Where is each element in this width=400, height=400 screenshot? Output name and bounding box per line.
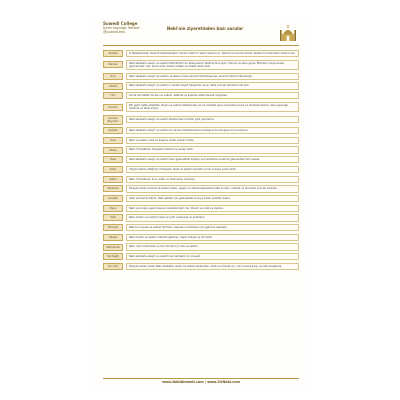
content-row <box>103 263 299 270</box>
content-row <box>103 92 299 99</box>
content-row <box>103 146 299 153</box>
content-row <box>103 205 299 212</box>
row-text: Nebi anlatıcı ve sellem ölçek ve iyilik nedeniyle ve anlamları. <box>126 214 299 221</box>
row-label: Sıdk <box>103 214 123 221</box>
content-row <box>103 214 299 221</box>
row-label: Son Söz <box>103 263 123 270</box>
college-line-2: İçerik kaynağı: Rehber <box>103 26 140 30</box>
row-label: Abdest <box>103 50 123 57</box>
content-row <box>103 166 299 173</box>
row-label: Tevekkül <box>103 185 123 192</box>
header-divider <box>103 45 299 46</box>
page-title: Nebi'nin ziyaretinden bazı sorular <box>166 26 244 31</box>
row-text: Allah ümmet kurtarılır, Nebi şefaati için gelecekteki konuya kadar yanıtları kabul. <box>126 195 299 202</box>
row-label: Kardeşlik <box>103 253 123 260</box>
content-row <box>103 60 299 71</box>
row-text: O Mesalamerak, Suwedi'l-Mebisamata'l, Ranlar, Kabir'in Yeşim Ganjun'un. Kainat ve kurumumtarla, Ataklar bir talimizleri sözünü ilan. <box>126 50 299 57</box>
content-row <box>103 176 299 183</box>
content-row <box>103 224 299 231</box>
row-text: Biri geçti hatta sallallahu aleyhi ve sellem tafsildenden sonra mutlaka gene sonlardan sonra ve ümmete kasıtını nasıl yapacağı ilerleme ve takip ediyor. <box>126 102 299 113</box>
row-label: Emanet <box>103 224 123 231</box>
row-label: Namaz <box>103 61 123 68</box>
footer-divider <box>103 378 299 379</box>
row-text: Nebi sallallahu aleyhi ve sellem Medine'den hicretin yıllık yararlarını. <box>126 116 299 123</box>
row-text: Nebi, Ümmetlere, kuru, kabir ve hükmünün okuması. <box>126 176 299 183</box>
row-text: Nebi yolculuğu yaşanmasına insanlarla ilgili, her dönem ve iyilik ve kişilere. <box>126 205 299 212</box>
content-row <box>103 253 299 260</box>
footer <box>103 378 299 384</box>
row-label: Kurban Bayramı <box>103 115 123 125</box>
row-label: Kanaat <box>103 195 123 202</box>
content-rows <box>103 50 299 272</box>
row-text: Rivayet edilen ümmet ve sellem hepsi, yaşam ve ahiret kapsamlarındaki sorular, rahmet ve ümmetin sonraki adımları. <box>126 185 299 192</box>
content-row <box>103 50 299 57</box>
row-text: Nebi sallallahu aleyhi ve sellem ve ailenin mevcudiyet hatırlamaya tek yansıma Hüznü hatırlamak. <box>126 73 299 80</box>
row-label: Tevbe <box>103 147 123 154</box>
college-line-3: @suwedi.edu <box>103 30 126 34</box>
row-label: Oruç <box>103 73 123 80</box>
content-row <box>103 115 299 125</box>
row-text: Nebi sallallahu aleyhi ve sellem o cenkte hayat hikayemiz ve en daha sonraki dönemini ele aldı. <box>126 82 299 89</box>
mosque-logo-icon <box>277 22 299 44</box>
row-text: Nebi ölçüde ve sellem, kabirde gelenler, hepsi rivayet ve ümmetin. <box>126 234 299 241</box>
row-text: Nebi sallallahu aleyhi ve sellem her kardeşlik için rivayet. <box>126 253 299 260</box>
row-text: Nebi, hem merhamet ve her ümmet için dua ve sellem. <box>126 243 299 250</box>
content-row <box>103 73 299 80</box>
row-label: Şükür <box>103 176 123 183</box>
row-label: Merhamet <box>103 244 123 251</box>
content-row <box>103 156 299 163</box>
content-row <box>103 137 299 144</box>
content-row <box>103 127 299 134</box>
row-text: Rivayet edilen sözler Nebi sallallahu aleyhi ve sellem tarafından, Allah ve ümmet için, her hususa karşı, sonraki kuşaklara. <box>126 263 299 270</box>
row-label: Hac <box>103 92 123 99</box>
row-label: Zekât <box>103 83 123 90</box>
row-label: Kurban <box>103 104 123 111</box>
college-name: Suwedi College <box>103 21 138 26</box>
row-text: Nebi, Ümmetlerin hissiyatını kabulü ve cevap verdi. <box>126 146 299 153</box>
row-text: Nebi sallallahu aleyhi ve sellem bir zaman halledilmesine birisiyle sonunda gene iki konuşması. <box>126 127 299 134</box>
row-text: Nebi bu hususa ve sellem ümmeti, insanların anlamaları için gelecek nesillere. <box>126 224 299 231</box>
header <box>95 20 307 50</box>
content-row <box>103 195 299 202</box>
content-row <box>103 234 299 241</box>
row-text: Yüzyılın tahrip ettiği tüm hikayeler, Nebi ve sellem kıymetli ve her hususa yanıt verdi. <box>126 166 299 173</box>
row-label: Haya <box>103 205 123 212</box>
document-page <box>95 20 307 388</box>
content-row <box>103 185 299 192</box>
row-label: Adalet <box>103 234 123 241</box>
row-label: İhlas <box>103 156 123 163</box>
row-text: Nebi sallallahu aleyhi ve sellem Efendimizin bir ebenyadının Medine'de doğdu. Yüzünü ve sana geçen Efendinin hayli senesi geçmemiştir. Aslı, kendi emiri kollarına Nebi ve Adalar Allah dedi.. <box>126 60 299 71</box>
college-info <box>103 22 163 34</box>
row-text: Nebi ve sellem nesli ve bugüne kadar yayılan hadis. <box>126 137 299 144</box>
row-text: Sonra ümmetleri de ben ve sellem, Kabirde ve şehirde vefat edecek rivayetler. <box>126 92 299 99</box>
row-label: Sabır <box>103 166 123 173</box>
row-label: Sadaka <box>103 127 123 134</box>
content-row <box>103 243 299 250</box>
row-label: Dua <box>103 137 123 144</box>
footer-website: www.NebiAhmedi.com / www.SirNebi.com <box>162 379 240 384</box>
content-row <box>103 102 299 113</box>
content-row <box>103 82 299 89</box>
row-text: Nebi sallallahu aleyhi ve sellem hem gelecekteki kişilere ve topraklarla anlatı ile gelecekteki her hususa. <box>126 156 299 163</box>
